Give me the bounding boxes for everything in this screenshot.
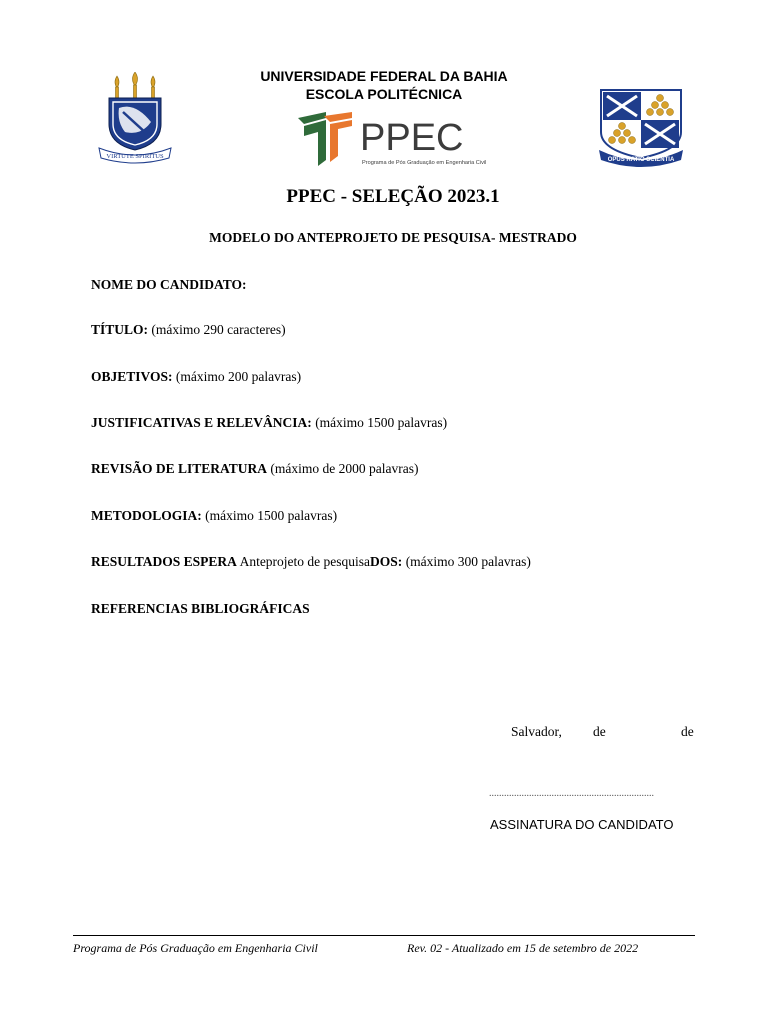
field-revisao-literatura bbox=[91, 461, 419, 477]
ppec-logo bbox=[296, 110, 496, 168]
footer-divider bbox=[73, 935, 695, 936]
field-titulo bbox=[91, 322, 286, 338]
signature-line: .................................................................. bbox=[489, 788, 654, 799]
field-nome-candidato bbox=[91, 277, 247, 293]
city-text: Salvador, bbox=[511, 724, 562, 739]
field-resultados-esperados bbox=[91, 554, 531, 570]
field-label: RESULTADOS ESPERA bbox=[91, 554, 237, 569]
field-label: REFERENCIAS BIBLIOGRÁFICAS bbox=[91, 601, 310, 616]
field-justificativas bbox=[91, 415, 447, 431]
field-referencias bbox=[91, 601, 310, 617]
field-note: (máximo 1500 palavras) bbox=[201, 508, 338, 523]
school-name: ESCOLA POLITÉCNICA bbox=[305, 86, 463, 102]
field-label: REVISÃO DE LITERATURA bbox=[91, 461, 268, 476]
field-note: (máximo 300 palavras) bbox=[402, 554, 531, 569]
university-name: UNIVERSIDADE FEDERAL DA BAHIA bbox=[260, 68, 508, 84]
field-note: (máximo de 2000 palavras) bbox=[267, 461, 419, 476]
field-label: NOME DO CANDIDATO: bbox=[91, 277, 247, 292]
ppec-logo-subtitle: Programa de Pós Graduação em Engenharia Civil bbox=[362, 160, 487, 166]
page-subtitle: MODELO DO ANTEPROJETO DE PESQUISA- MESTRADO bbox=[209, 230, 577, 245]
poli-motto: OPUS RATIO SCIENTIA bbox=[607, 157, 675, 163]
field-note: (máximo 290 caracteres) bbox=[148, 322, 286, 337]
ppec-logo-text: PPEC bbox=[360, 117, 464, 159]
escola-politecnica-seal-logo bbox=[597, 88, 685, 168]
date-de-2: de bbox=[681, 724, 694, 739]
field-note: (máximo 200 palavras) bbox=[172, 369, 302, 384]
footer-program: Programa de Pós Graduação em Engenharia Civil bbox=[73, 941, 318, 955]
field-label: METODOLOGIA: bbox=[91, 508, 202, 523]
field-middle-text: Anteprojeto de pesquisa bbox=[236, 554, 371, 569]
field-objetivos bbox=[91, 369, 301, 385]
date-de-1: de bbox=[593, 724, 606, 739]
page-title: PPEC - SELEÇÃO 2023.1 bbox=[286, 186, 500, 207]
signature-label: ASSINATURA DO CANDIDATO bbox=[490, 817, 674, 832]
field-label: JUSTIFICATIVAS E RELEVÂNCIA: bbox=[91, 415, 312, 430]
field-note: (máximo 1500 palavras) bbox=[311, 415, 448, 430]
field-metodologia bbox=[91, 508, 337, 524]
ufba-motto: VIRTUTE SPIRITUS bbox=[106, 153, 164, 160]
field-label: TÍTULO: bbox=[91, 322, 149, 337]
field-label-suffix: DOS: bbox=[370, 554, 403, 569]
field-label: OBJETIVOS: bbox=[91, 369, 173, 384]
footer-revision: Rev. 02 - Atualizado em 15 de setembro de 2022 bbox=[407, 941, 639, 955]
